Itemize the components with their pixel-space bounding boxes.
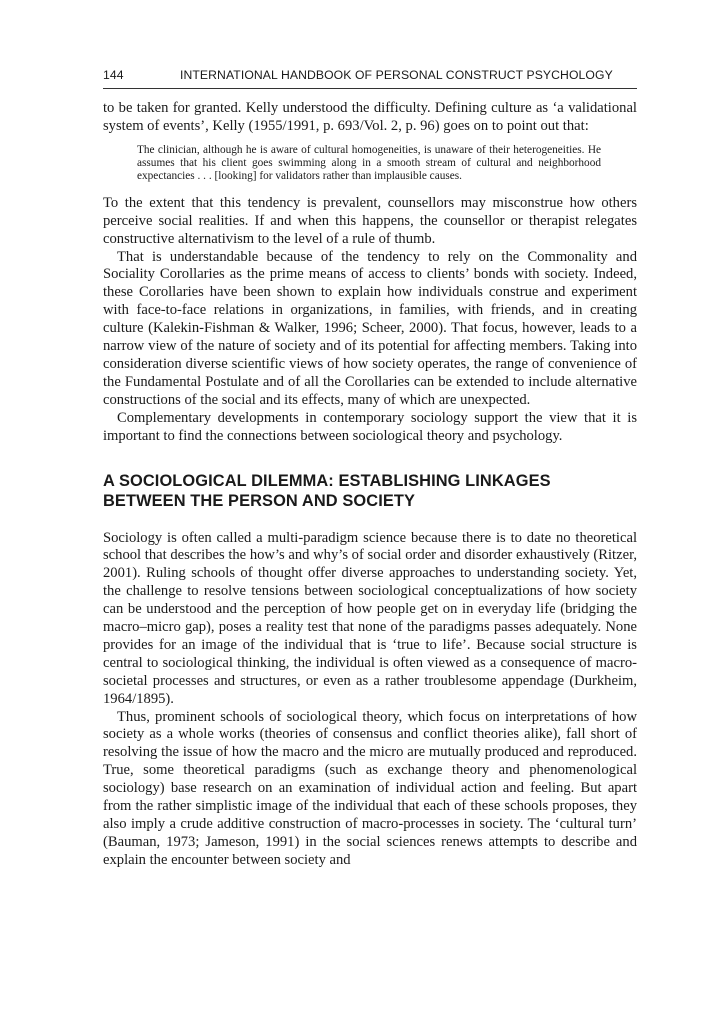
paragraph-2: To the extent that this tendency is prevalent, counsellors may misconstrue how others perceive social realities. If and when this happens, the counsellor or therapist relegates constructive alternativism to the level of a rule of thumb.: [103, 194, 637, 247]
page-body: [103, 100, 637, 870]
page-header: [103, 68, 637, 86]
running-title: INTERNATIONAL HANDBOOK OF PERSONAL CONSTRUCT PSYCHOLOGY: [180, 68, 613, 82]
header-rule: [103, 88, 637, 89]
paragraph-5: Sociology is often called a multi-paradigm science because there is to date no theoretical school that describes the how’s and why’s of social order and disorder exhaustively (Ritzer, 2001). Ruling schools of thought offer diverse approaches to understanding society. Yet, the challenge to resolve tensions between sociological conceptualizations of how society can be understood and the perception of how people get on in everyday life (bridging the macro–micro gap), poses a reality test that none of the paradigms passes adequately. None provides for an image of the individual that is ‘true to life’. Because social structure is central to sociological thinking, the individual is often viewed as a consequence of macro-societal processes and structures, or even as a rather troublesome appendage (Durkheim, 1964/1895).: [103, 529, 637, 707]
section-heading: A SOCIOLOGICAL DILEMMA: ESTABLISHING LINKAGES BETWEEN THE PERSON AND SOCIETY: [103, 471, 551, 510]
page-number: 144: [103, 68, 124, 82]
paragraph-6: Thus, prominent schools of sociological theory, which focus on interpretations of how society as a whole works (theories of consensus and conflict theories alike), fall short of resolving the issue of how the macro and the micro are mutually produced and reproduced. True, some theoretical paradigms (such as exchange theory and phenomenological sociology) base research on an examination of individual action and feeling. But apart from the rather simplistic image of the individual that each of these schools proposes, they also imply a crude additive construction of macro-processes in society. The ‘cultural turn’ (Bauman, 1973; Jameson, 1991) in the social sciences renews attempts to describe and explain the encounter between society and: [103, 708, 637, 868]
paragraph-3: That is understandable because of the tendency to rely on the Commonality and Sociality Corollaries as the prime means of access to clients’ bonds with society. Indeed, these Corollaries have been shown to explain how individuals construe and experiment with face-to-face relations in organizations, in families, with friends, and in creating culture (Kalekin-Fishman & Walker, 1996; Scheer, 2000). That focus, however, leads to a narrow view of the nature of society and of its potential for affecting members. Taking into consideration diverse scientific views of how society operates, the range of convenience of the Fundamental Postulate and of all the Corollaries can be extended to include alternative constructions of the social and its effects, many of which are unexpected.: [103, 248, 637, 408]
paragraph-1: to be taken for granted. Kelly understood the difficulty. Defining culture as ‘a validational system of events’, Kelly (1955/1991, p. 693/Vol. 2, p. 96) goes on to point out that:: [103, 100, 637, 134]
paragraph-4: Complementary developments in contemporary sociology support the view that it is important to find the connections between sociological theory and psychology.: [103, 409, 637, 444]
block-quote: The clinician, although he is aware of cultural homogeneities, is unaware of their heterogeneities. He assumes that his client goes swimming along in a smooth stream of cultural and neighborhood expectancies . . . [looking] for validators rather than implausible causes.: [137, 143, 601, 182]
